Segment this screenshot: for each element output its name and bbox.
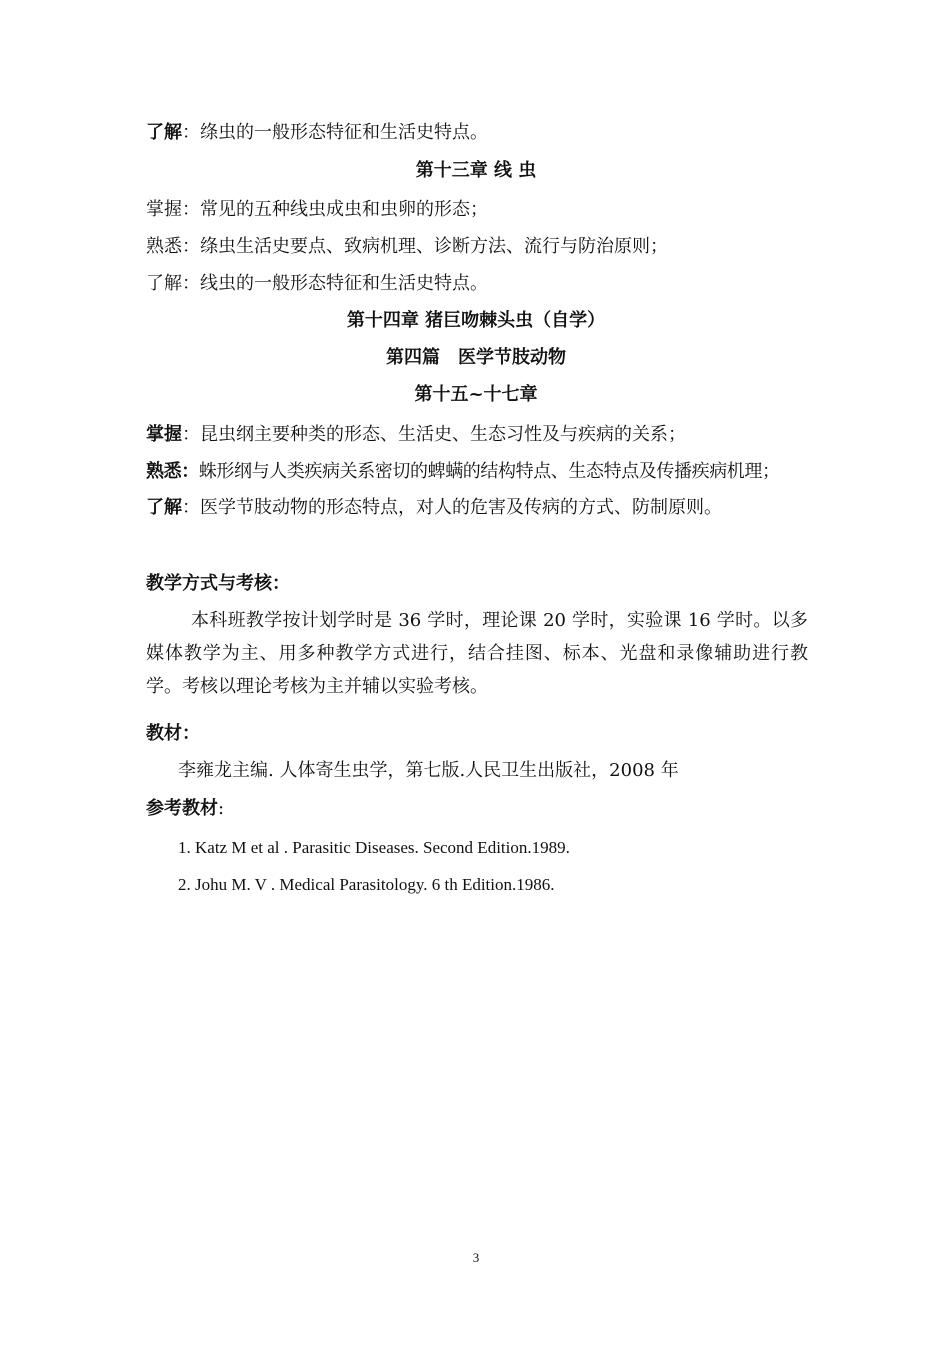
understand-text: ：绦虫的一般形态特征和生活史特点。 [182,122,488,143]
chapter-15-17-understand [146,496,722,520]
reference-item: 1. Katz M et al . Parasitic Diseases. Second Edition.1989. [178,838,570,857]
chapter-14-title: 第十四章 猪巨吻棘头虫（自学） [346,310,606,331]
teaching-paragraph: 本科班教学按计划学时是 36 学时，理论课 20 学时，实验课 16 学时。以多媒体教学为主、用多种教学方式进行，结合挂图、标本、光盘和录像辅助进行教学。考核以理论考核为主并辅以实验考核。 [146,610,808,697]
chapter-15-17-title: 第十五~十七章 [414,384,538,405]
chapter-13-title: 第十三章 线 虫 [415,160,537,181]
understand-label-arthropod: 了解 [146,497,182,518]
references-heading: 参考教材 [146,798,218,819]
chapter-13-familiar: 熟悉：绦虫生活史要点、致病机理、诊断方法、流行与防治原则； [146,236,668,257]
chapter-15-17-master [146,423,686,447]
references-heading-suffix: : [218,798,225,819]
chapter-13-master: 掌握：常见的五种线虫成虫和虫卵的形态； [146,199,488,220]
familiar-label: 熟悉： [146,461,199,482]
teaching-heading: 教学方式与考核： [146,573,290,594]
familiar-text: 蛛形纲与人类疾病关系密切的蜱螨的结构特点、生态特点及传播疾病机理； [198,461,780,482]
page-number: 3 [472,1250,480,1265]
chapter-15-17-familiar [146,460,780,484]
textbook-heading: 教材： [146,723,200,744]
understand-label: 了解 [146,122,182,143]
chapter-13-understand: 了解：线虫的一般形态特征和生活史特点。 [146,273,488,294]
reference-item: 2. Johu M. V . Medical Parasitology. 6 th Edition.1986. [178,875,555,894]
references-heading-line [146,797,224,821]
master-text: ：昆虫纲主要种类的形态、生活史、生态习性及与疾病的关系； [182,424,686,445]
master-label: 掌握 [146,424,182,445]
understand-text-arthropod: ：医学节肢动物的形态特点，对人的危害及传病的方式、防制原则。 [182,497,722,518]
understand-line-cestode [146,121,488,145]
textbook-entry: 李雍龙主编. 人体寄生虫学，第七版.人民卫生出版社，2008 年 [178,760,679,781]
part-4-title: 第四篇 医学节肢动物 [386,347,566,368]
